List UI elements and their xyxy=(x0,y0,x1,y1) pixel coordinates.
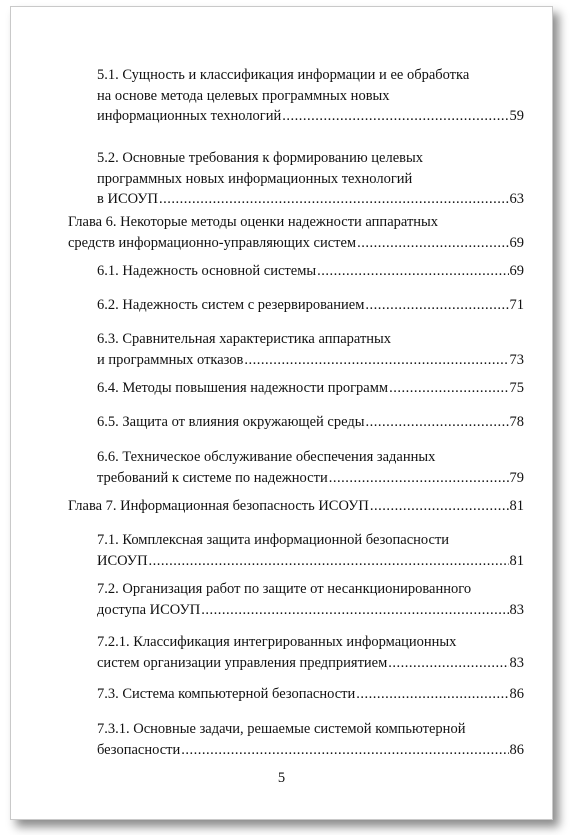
toc-entry xyxy=(97,579,524,620)
toc-entry-title: 7.3. Система компьютерной безопасности xyxy=(97,686,356,702)
toc-page-number: 86 xyxy=(509,686,524,702)
toc-entry-line: 7.3.1. Основные задачи, решаемые системой компьютерной xyxy=(97,721,466,737)
toc-entry-line: Глава 6. Некоторые методы оценки надежности аппаратных xyxy=(68,214,439,230)
toc-entry-last-line xyxy=(97,684,524,705)
toc-entry-line: 5.2. Основные требования к формированию целевых xyxy=(97,150,423,166)
dot-leader xyxy=(244,350,508,371)
toc-page-number: 69 xyxy=(509,234,524,251)
toc-entry-last-line xyxy=(97,261,524,282)
toc-page-number: 79 xyxy=(509,469,524,486)
toc-entry-title: 6.4. Методы повышения надежности программ xyxy=(97,380,389,396)
toc-entry xyxy=(68,496,524,517)
toc-page-number: 81 xyxy=(509,552,524,569)
table-of-contents xyxy=(11,7,552,819)
dot-leader xyxy=(201,600,508,621)
toc-page-number: 81 xyxy=(509,498,524,514)
toc-entry xyxy=(97,530,524,571)
toc-page-number: 75 xyxy=(509,380,524,396)
toc-entry-title: и программных отказов xyxy=(97,351,244,368)
toc-entry-last-line xyxy=(97,106,524,127)
dot-leader xyxy=(356,684,508,705)
toc-entry-last-line xyxy=(97,189,524,210)
toc-entry-line: 7.2.1. Классификация интегрированных информационных xyxy=(97,634,457,650)
dot-leader xyxy=(329,468,509,489)
toc-page-number: 78 xyxy=(509,414,524,430)
book-page xyxy=(10,6,553,820)
dot-leader xyxy=(370,496,509,517)
toc-entry xyxy=(97,412,524,433)
dot-leader xyxy=(389,378,508,399)
toc-entry-last-line xyxy=(68,496,524,517)
toc-page-number: 71 xyxy=(509,297,524,313)
toc-entry-title: доступа ИСОУП xyxy=(97,601,201,618)
dot-leader xyxy=(282,106,508,127)
toc-entry-last-line xyxy=(97,412,524,433)
dot-leader xyxy=(181,740,508,761)
dot-leader xyxy=(317,261,508,282)
page-number: 5 xyxy=(277,770,286,786)
toc-entry xyxy=(97,378,524,399)
toc-entry-last-line xyxy=(68,233,524,254)
toc-entry-line: 6.3. Сравнительная характеристика аппаратных xyxy=(97,331,392,347)
toc-entry-title: информационных технологий xyxy=(97,108,282,124)
toc-entry-title: ИСОУП xyxy=(97,552,148,569)
toc-entry xyxy=(97,447,524,488)
toc-entry xyxy=(97,329,524,370)
toc-entry-title: требований к системе по надежности xyxy=(97,469,328,486)
toc-entry-title: 6.1. Надежность основной системы xyxy=(97,263,317,279)
toc-page-number: 63 xyxy=(509,191,524,207)
toc-page-number: 86 xyxy=(509,741,524,758)
toc-entry xyxy=(97,261,524,282)
dot-leader xyxy=(388,653,508,674)
dot-leader xyxy=(357,233,508,254)
dot-leader xyxy=(149,551,509,572)
toc-entry-title: безопасности xyxy=(97,741,181,758)
toc-entry-last-line xyxy=(97,600,524,621)
toc-page-number: 73 xyxy=(509,351,524,368)
toc-entry-last-line xyxy=(97,468,524,489)
toc-page-number: 59 xyxy=(509,108,524,124)
toc-entry-last-line xyxy=(97,378,524,399)
toc-entry-title: 6.2. Надежность систем с резервированием xyxy=(97,297,365,313)
toc-entry-last-line xyxy=(97,740,524,761)
toc-entry-last-line xyxy=(97,350,524,371)
dot-leader xyxy=(159,189,508,210)
toc-entry-title: 6.5. Защита от влияния окружающей среды xyxy=(97,414,365,430)
toc-entry xyxy=(97,295,524,316)
toc-entry-line: 7.2. Организация работ по защите от несанкционированного xyxy=(97,581,472,597)
toc-page-number: 83 xyxy=(509,654,524,671)
toc-entry-line: 7.1. Комплексная защита информационной безопасности xyxy=(97,532,450,548)
toc-entry-line: на основе метода целевых программных новых xyxy=(97,87,390,104)
toc-entry-line: 5.1. Сущность и классификация информации и ее обработка xyxy=(97,67,470,83)
toc-entry-title: систем организации управления предприятием xyxy=(97,654,388,671)
toc-entry-last-line xyxy=(97,295,524,316)
toc-entry-title: Глава 7. Информационная безопасность ИСОУП xyxy=(68,498,369,514)
toc-page-number: 69 xyxy=(509,263,524,279)
toc-entry xyxy=(68,212,524,253)
toc-entry xyxy=(97,632,524,673)
toc-entry-line: 6.6. Техническое обслуживание обеспечения заданных xyxy=(97,449,436,465)
dot-leader xyxy=(365,295,508,316)
toc-entry xyxy=(97,719,524,760)
toc-entry-last-line xyxy=(97,653,524,674)
toc-entry xyxy=(97,148,524,210)
toc-entry xyxy=(97,684,524,705)
toc-page-number: 83 xyxy=(509,601,524,618)
dot-leader xyxy=(365,412,508,433)
toc-entry-last-line xyxy=(97,551,524,572)
toc-entry-line: программных новых информационных технологий xyxy=(97,170,413,187)
toc-entry-title: в ИСОУП xyxy=(97,191,159,207)
toc-entry-title: средств информационно-управляющих систем xyxy=(68,234,357,251)
toc-entry xyxy=(97,65,524,127)
